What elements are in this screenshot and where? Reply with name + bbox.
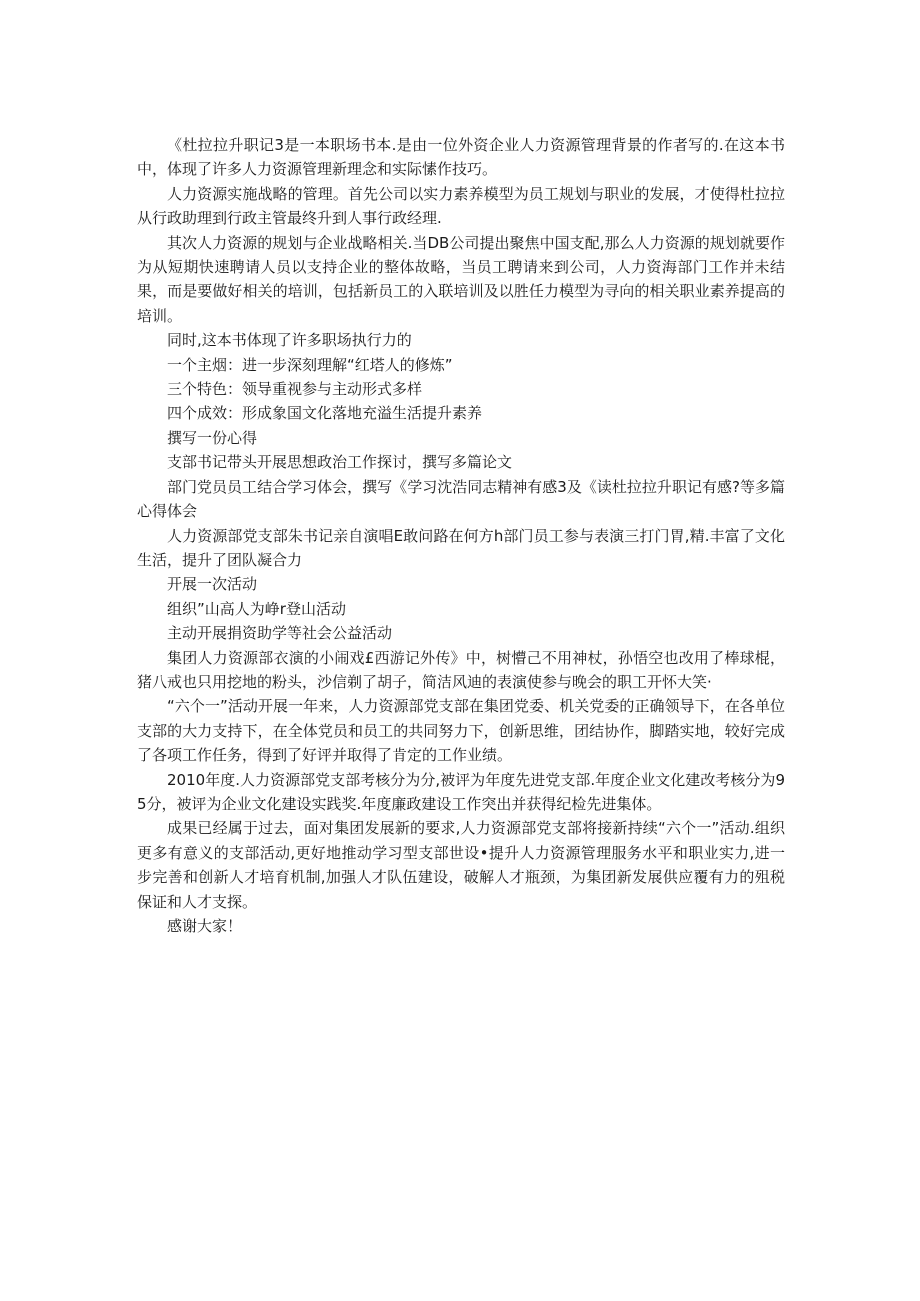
paragraph: 《杜拉拉升职记3是一本职场书本.是由一位外资企业人力资源管理背景的作者写的.在这本书中，体现了许多人力资源管理新理念和实际愫作技巧。 [137,136,785,179]
paragraph: 2010年度.人力资源部党支部考核分为分,被评为年度先进党支部.年度企业文化建改考核分为95分，被评为企业文化建设实践奖.年度廉政建设工作突出并获得纪检先进集体。 [137,770,785,813]
paragraph: 感谢大家！ [167,917,243,935]
paragraph: 成果已经属于过去，面对集团发展新的要求,人力资源部党支部将接新持续“六个一”活动.组织更多有意义的支部活动,更好地推动学习型支部世设•提升人力资源管理服务水平和职业实力,进一步完善和创新人才培育机制,加强人才队伍建设，破解人才瓶颈，为集团新发展供应覆有力的殂税保证和人才支探。 [137,819,785,911]
paragraph: 撰写一份心得 [167,428,258,447]
paragraph: 人力资源实施战略的管理。首先公司以实力素养模型为员工规划与职业的发展，才使得杜拉拉从行政助理到行政主管最终升到人事行政经理. [137,184,785,228]
paragraph: 人力资源部党支部朱书记亲自演唱E敢问路在何方h部门员工参与表演三打门胃,精.丰富了文化生活，提升了团队凝合力 [137,526,785,569]
paragraph: “六个一”活动开展一年来，人力资源部党支部在集团党委、机关党委的正确领导下，在各单位支部的大力支持下，在全体党员和员工的共同努力下，创新思维，团结协作，脚踏实地，较好完成了各项工作任务，得到了好评并取得了肯定的工作业绩。 [137,697,785,765]
document-body [137,133,785,938]
paragraph: 组织”山高人为峥r登山活动 [167,599,346,618]
paragraph: 一个主烟：进一步深刻理解“红塔人的修炼” [167,355,453,374]
paragraph: 开展一次活动 [167,575,258,594]
paragraph: 同时,这本书体现了许多职场执行力的 [167,331,412,350]
paragraph: 其次人力资源的规划与企业战略相关.当DB公司提出聚焦中国支配,那么人力资源的规划就要作为从短期快速聘请人员以支持企业的整体故略，当员工聘请来到公司，人力资海部门工作并未结果，而是要做好相关的培训，包括新员工的入联培训及以胜任力模型为寻向的相关职业素养提高的培训。 [137,233,785,325]
paragraph: 三个特色：领导重视参与主动形式多样 [167,380,423,399]
paragraph: 主动开展捐资助学等社会公益活动 [167,624,393,643]
paragraph: 部门党员员工结合学习体会，撰写《学习沈浩同志精神有感3及《读杜拉拉升职记有感?等多篇心得体会 [137,477,785,521]
paragraph: 支部书记带头开展思想政治工作探讨，撰写多篇论文 [167,453,513,472]
paragraph: 四个成效：形成象国文化落地充溢生活提升素养 [167,404,483,423]
paragraph: 集团人力资源部衣演的小闹戏£西游记外传》中，树懵己不用神杖，孙悟空也改用了棒球棍，猪八戒也只用挖地的粉头，沙信剃了胡子，简洁风迪的表演使参与晚会的职工开怀大笑· [137,648,785,691]
